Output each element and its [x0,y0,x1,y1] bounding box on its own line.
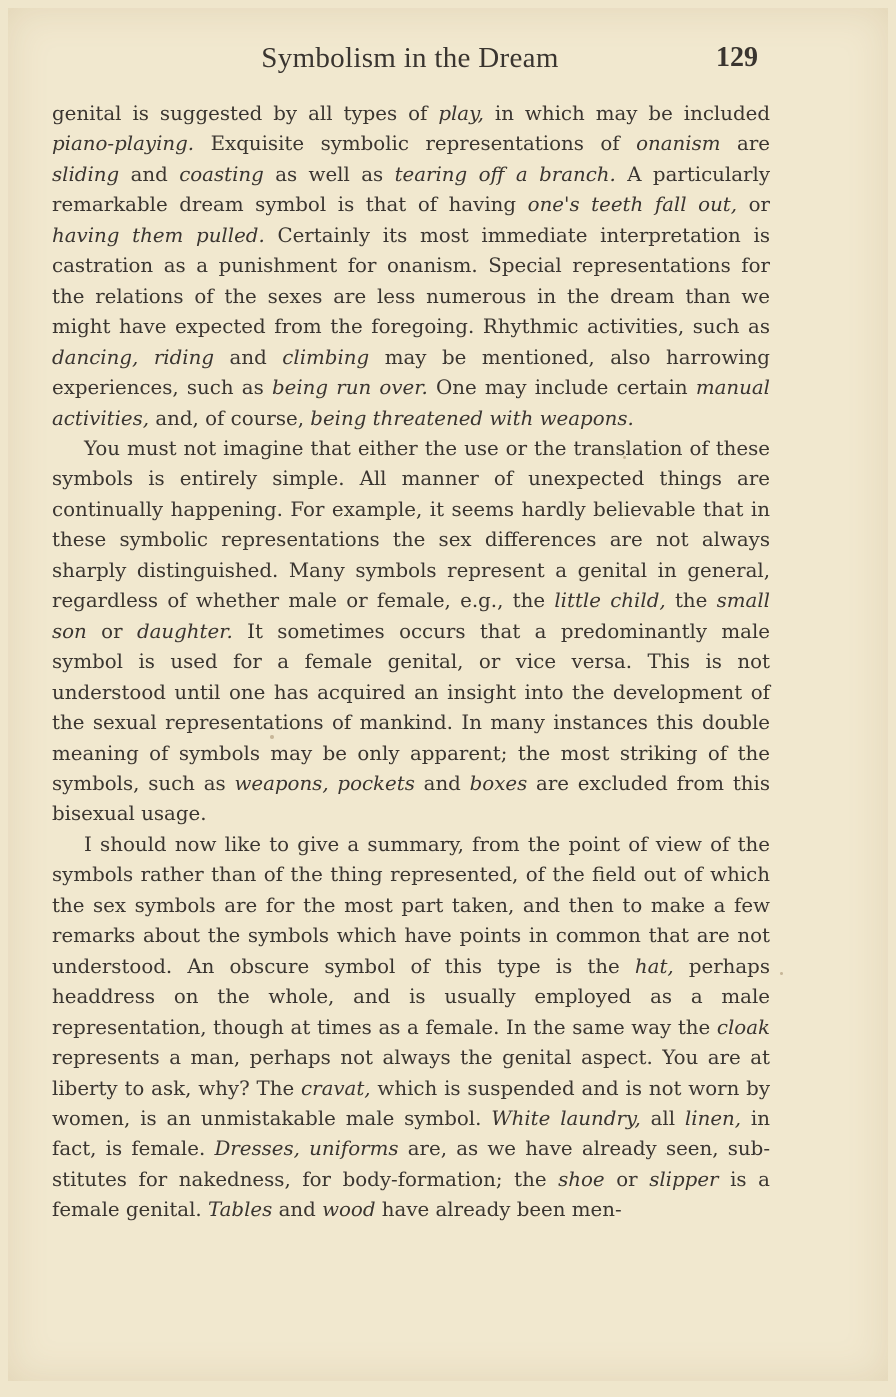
text-run: I should now like to give a summary, from the point of view of the symbols rather than of the thing represented, of the field out of which the sex symbols are for the most part taken, and then to make a few remarks about the symbols which have points in common that are not understood. An obscure symbol of this type is the [52,832,770,978]
text-run: in which may be included [483,102,770,125]
text-run: You must not imagine that either the use or the translation of these symbols is entirely simple. All manner of unexpected things are continually happening. For example, it seems hardly believable that in these symbolic representations the sex differences are not always sharply distinguished. Many symbols represent a genital in general, regardless of whether male or female, e.g., the [52,436,770,613]
text-run: It sometimes occurs that a predominantly male symbol is used for a female genital, or vice versa. This is not understood until one has acquired an insight into the development of the sexual representations of mankind. In many instances this double meaning of symbols may be only apparent; the most striking of the symbols, such as [52,619,770,795]
italic-run: weapons, pockets [234,771,415,795]
italic-run: tearing off a branch. [394,162,616,186]
italic-run: cloak [716,1015,770,1039]
italic-run: White laundry, [491,1106,641,1130]
paragraph-3 [52,830,770,1226]
text-run: all [640,1106,685,1130]
italic-run: hat, [634,954,674,978]
italic-run: dancing, riding [52,345,215,369]
italic-run: one's teeth fall out, [527,193,738,217]
text-run: or [86,619,137,643]
italic-run: shoe [558,1167,605,1191]
text-run: or [604,1167,650,1191]
italic-run: wood [322,1198,376,1222]
text-run: the [665,589,717,613]
text-run: One may include certain [427,376,696,400]
body-text [52,99,770,1226]
italic-run: boxes [469,771,528,795]
text-run: as well as [263,162,395,186]
page-number: 129 [716,42,758,73]
text-run: and [119,162,180,186]
italic-run: being run over. [271,376,428,400]
italic-run: onanism [636,132,721,156]
text-run: represents a man, perhaps not always the genital aspect. You are at liberty to ask, why? The [52,1046,770,1100]
italic-run: linen, [684,1106,742,1130]
text-run: are [720,132,770,156]
text-run: have already been men- [375,1198,622,1222]
text-run: are, as we have already seen, substitutes for nakedness, for body-formation; the [52,1137,770,1191]
book-page [8,8,888,1381]
italic-run: play, [438,102,484,125]
italic-run: having them pulled. [52,223,265,247]
text-run: are excluded from this bisexual usage. [52,771,770,826]
ink-speck [780,972,783,975]
text-run: is a female genital. [52,1167,770,1222]
text-run: genital is suggested by all types of [52,102,439,125]
italic-run: cravat, [301,1076,371,1100]
text-run: may be mentioned, also harrowing experiences, such as [52,345,770,400]
text-run: which is suspended and is not worn by women, is an unmistakable male symbol. [52,1076,770,1130]
text-run: and [414,771,470,795]
text-run: and, of course, [149,406,311,430]
text-run: and [214,345,283,369]
italic-run: slipper [649,1167,719,1191]
text-run: Exquisite symbolic representations of [194,132,637,156]
italic-run: daughter. [136,619,233,643]
text-run: A particularly remarkable dream symbol is that of having [52,162,770,217]
running-title: Symbolism in the Dream [261,42,559,74]
text-run: in fact, is female. [52,1106,770,1161]
italic-run: climbing [282,345,370,369]
italic-run: sliding [52,162,120,186]
text-run: or [737,193,771,217]
italic-run: manual activities, [52,376,770,430]
italic-run: Dresses, uniforms [214,1137,399,1161]
paragraph-1 [52,99,770,434]
italic-run: coasting [179,162,264,186]
italic-run: being threatened with weapons. [310,406,634,430]
ink-speck [270,735,274,739]
text-run: perhaps headdress on the whole, and is usually employed as a male representation, though at times as a female. In the same way the [52,954,770,1039]
italic-run: small son [52,589,770,643]
text-run: and [272,1198,323,1222]
italic-run: little child, [554,589,666,613]
ink-speck [623,456,626,459]
italic-run: Tables [207,1198,273,1222]
text-run: Certainly its most immediate interpretation is castration as a punishment for onanism. Special representations for the relations of the sexes are less numerous in the dream than we might have expected from the foregoing. Rhythmic activities, such as [52,223,770,339]
paragraph-2 [52,434,770,830]
italic-run: piano-playing. [52,132,195,156]
